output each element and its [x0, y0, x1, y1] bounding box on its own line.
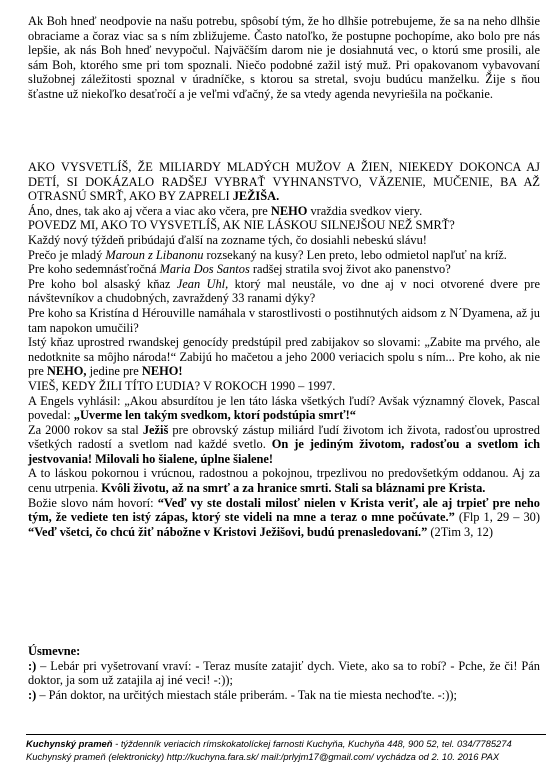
section-heading: AKO VYSVETLÍŠ, ŽE MILIARDY MLADÝCH MUŽOV A ŽIEN, NIEKEDY DOKONCA AJ DETÍ, SI DOKÁZALO RADŠEJ VYBRAŤ VYHNANSTVO, VÄZENIE, MUČENIE, BA AŽ OTRASNÚ SMRŤ, AKO BY ZAPRELI JEŽIŠA.	[28, 160, 540, 204]
humor-heading: Úsmevne:	[28, 644, 81, 658]
paragraph: A to láskou pokornou i vrúcnou, radostnou a pokojnou, trpezlivou no predovšetkým oddanou. Aj za cenu utrpenia. Kvôli životu, až na smrť a za hranice smrti. Stali sa bláznami pre Krista.	[28, 466, 540, 496]
footer	[26, 734, 546, 763]
paragraph: POVEDZ MI, AKO TO VYSVETLÍŠ, AK NIE LÁSKOU SILNEJŠOU NEŽ SMRŤ?	[28, 218, 455, 233]
paragraph: Božie slovo nám hovorí: “Veď vy ste dostali milosť nielen v Krista veriť, ale aj trpieť pre neho tým, že vediete ten istý zápas, ktorý ste videli na mne a teraz o mne počúvate.” (Flp 1, 29 – 30) “Veď všetci, čo chcú žiť nábožne v Kristovi Ježišovi, budú prenasledovaní.” (2Tim 3, 12)	[28, 495, 540, 539]
paragraph: VIEŠ, KEDY ŽILI TÍTO ĽUDIA? V ROKOCH 1990 – 1997.	[28, 378, 336, 393]
humor-section	[28, 644, 540, 702]
paragraph: Pre koho sedemnásťročná Maria Dos Santos radšej stratila svoj život ako panenstvo?	[28, 262, 451, 277]
paragraph: Pre koho sa Kristína d Hérouville namáhala v starostlivosti o postihnutých aidsom z N´Dyamena, až ju tam napokon umučili?	[28, 305, 540, 335]
paragraph: Za 2000 rokov sa stal Ježiš pre obrovský zástup miliárd ľudí životom ich života, radosťou uprostred všetkých radostí a svetlom nad každé svetlo. On je jediným životom, radosťou a svetlom ich jestvovania! Milovali ho šialene, úplne šialene!	[28, 422, 540, 466]
paragraph: A Engels vyhlásil: „Akou absurdítou je len táto láska všetkých ľudí? Avšak významný človek, Pascal povedal: „Uverme len takým svedkom, ktorí podstúpia smrť!“	[28, 393, 540, 423]
paragraph: Pre koho bol alsaský kňaz Jean Uhl, ktorý mal neustále, vo dne aj v noci otvorené dvere pre návštevníkov a chudobných, zavraždený 33 ranami dýky?	[28, 276, 540, 306]
joke: :) – Pán doktor, na určitých miestach stále priberám. - Tak na tie miesta nechoďte. -:));	[28, 687, 457, 702]
paragraph: Istý kňaz uprostred rwandskej genocídy predstúpil pred zabijakov so slovami: „Zabite ma prvého, ale nedotknite sa môjho národa!“ Zabijú ho mačetou a jeho 2000 veriacich spolu s ním... Pre koho, ak nie pre NEHO, jedine pre NEHO!	[28, 335, 540, 379]
intro-paragraph	[28, 14, 540, 102]
footer-line: Kuchynský prameň (elektronicky) http://kuchyna.fara.sk/ mail:/prlyjm17@gmail.com/ vychádza od 2. 10. 2016 PAX	[26, 750, 500, 762]
article-body	[28, 160, 540, 539]
joke: :) – Lebár pri vyšetrovaní vraví: - Teraz musíte zatajiť dych. Viete, ako sa to robí? - Pche, že či! Pán doktor, ja som už zatajila aj iné veci! -:));	[28, 658, 540, 688]
footer-line: Kuchynský prameň - týždenník veriacich rímskokatolíckej farnosti Kuchyňa, Kuchyňa 448, 900 52, tel. 034/7785274	[26, 738, 512, 749]
paragraph: Prečo je mladý Maroun z Libanonu rozsekaný na kusy? Len preto, lebo odmietol napľuť na kríž.	[28, 247, 507, 262]
intro-text: Ak Boh hneď neodpovie na našu potrebu, spôsobí tým, že ho dlhšie potrebujeme, že sa na neho dlhšie obraciame a čoraz viac sa s ním zbližujeme. Často natoľko, že postupne pochopíme, ako bolo pre nás lepšie, ak nás Boh hneď nevypočul. Najväčším darom nie je dosiahnutá vec, o ktorú sme prosili, ale sám Boh, ktorého sme pri tom spoznali. Niečo podobné zažil istý muž. Pri opakovanom vybavovaní služobnej záležitosti spoznal v úradníčke, s ktorou sa stretal, svoju budúcu manželku. Žije s ňou šťastne už niekoľko desaťročí a je veľmi vďačný, že sa vtedy agenda nevyriešila na počkanie.	[28, 14, 540, 101]
paragraph: Každý nový týždeň pribúdajú ďalší na zozname tých, čo dosiahli nebeskú slávu!	[28, 232, 427, 247]
paragraph: Áno, dnes, tak ako aj včera a viac ako včera, pre NEHO vraždia svedkov viery.	[28, 203, 423, 218]
